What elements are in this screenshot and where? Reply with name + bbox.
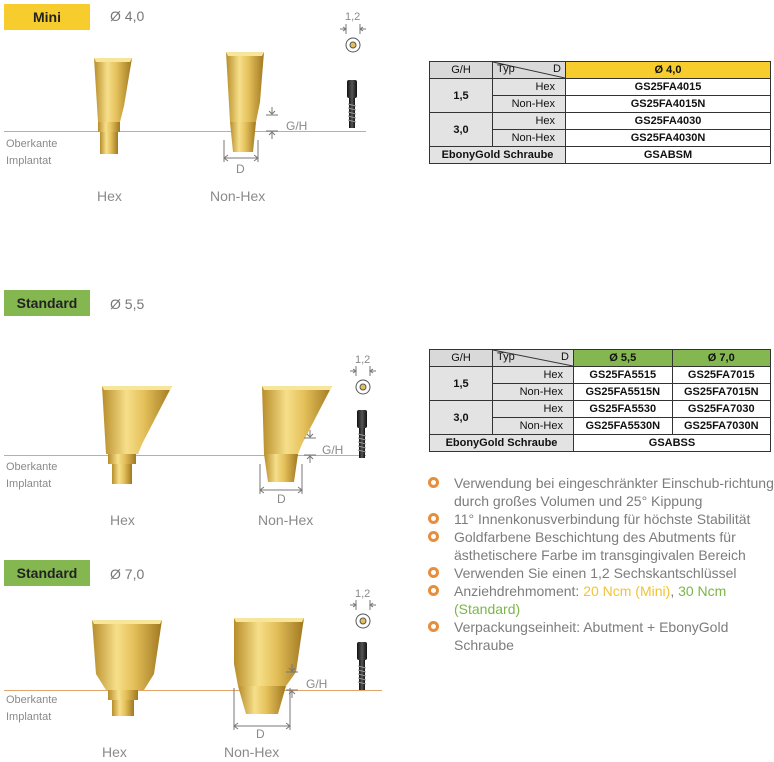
nonhex-caption: Non-Hex bbox=[224, 744, 280, 760]
article-cell: GS25FA5515 bbox=[574, 367, 673, 384]
feature-item: Goldfarbene Beschichtung des Abutments für ästhetischere Farbe im transgingivalen Bereich bbox=[428, 528, 774, 564]
bullet-icon bbox=[428, 567, 439, 578]
typ-hex: Hex bbox=[493, 113, 566, 130]
screw-label: EbonyGold Schraube bbox=[430, 435, 574, 452]
oberkante-label: Oberkante Implantat bbox=[6, 694, 58, 723]
article-cell: GS25FA7015 bbox=[672, 367, 771, 384]
article-cell: GS25FA5530N bbox=[574, 418, 673, 435]
gh-label: G/H bbox=[322, 443, 344, 457]
screw-image bbox=[344, 78, 360, 132]
d-dimension bbox=[258, 464, 308, 494]
standard-badge: Standard bbox=[4, 290, 90, 316]
typ-nonhex: Non-Hex bbox=[493, 418, 574, 435]
col-diameter-55: Ø 5,5 bbox=[574, 350, 673, 367]
article-cell: GS25FA5530 bbox=[574, 401, 673, 418]
typ-hex: Hex bbox=[493, 79, 566, 96]
feature-item: Verwendung bei eingeschränkter Einschub-richtung durch großes Volumen und 25° Kippung bbox=[428, 474, 774, 510]
hex-key-icon bbox=[338, 20, 368, 60]
hex-caption: Hex bbox=[102, 744, 127, 760]
standard-badge: Standard bbox=[4, 560, 90, 586]
diameter-label: Ø 5,5 bbox=[110, 296, 145, 312]
article-cell: GS25FA4030N bbox=[566, 130, 771, 147]
col-gh: G/H bbox=[430, 62, 493, 79]
screw-article: GSABSS bbox=[574, 435, 771, 452]
col-diameter-40: Ø 4,0 bbox=[566, 62, 771, 79]
hex-key-size: 1,2 bbox=[345, 11, 361, 23]
feature-item: Anziehdrehmoment: 20 Ncm (Mini), 30 Ncm (Standard) bbox=[428, 582, 774, 618]
oberkante-label: Oberkante Implantat bbox=[6, 461, 58, 490]
oberkante-label: Oberkante Implantat bbox=[6, 138, 58, 167]
feature-item: Verwenden Sie einen 1,2 Sechskantschlüssel bbox=[428, 564, 774, 582]
article-cell: GS25FA5515N bbox=[574, 384, 673, 401]
mini-badge: Mini bbox=[4, 4, 90, 30]
feature-item: Verpackungseinheit: Abutment + EbonyGold Schraube bbox=[428, 618, 774, 654]
diameter-label: Ø 7,0 bbox=[110, 566, 145, 582]
typ-hex: Hex bbox=[493, 367, 574, 384]
typ-nonhex: Non-Hex bbox=[493, 384, 574, 401]
gh-label: G/H bbox=[306, 677, 328, 691]
bullet-icon bbox=[428, 621, 439, 632]
gh-3-0: 3,0 bbox=[430, 401, 493, 435]
hex-caption: Hex bbox=[110, 512, 135, 528]
article-cell: GS25FA7015N bbox=[672, 384, 771, 401]
standard-article-table bbox=[429, 349, 771, 452]
typ-nonhex: Non-Hex bbox=[493, 130, 566, 147]
d-label: D bbox=[277, 492, 286, 506]
article-cell: GS25FA4015N bbox=[566, 96, 771, 113]
hex-caption: Hex bbox=[97, 188, 122, 204]
gh-1-5: 1,5 bbox=[430, 79, 493, 113]
hex-abutment-image bbox=[88, 50, 148, 160]
feature-item: 11° Innenkonusverbindung für höchste Stabilität bbox=[428, 510, 774, 528]
d-label: D bbox=[236, 162, 245, 176]
screw-image bbox=[354, 408, 370, 462]
col-diameter-70: Ø 7,0 bbox=[672, 350, 771, 367]
col-typ: Typ D bbox=[493, 350, 574, 367]
feature-list bbox=[428, 474, 774, 654]
gh-1-5: 1,5 bbox=[430, 367, 493, 401]
hex-key-size: 1,2 bbox=[355, 354, 371, 366]
bullet-icon bbox=[428, 585, 439, 596]
nonhex-caption: Non-Hex bbox=[210, 188, 266, 204]
article-cell: GS25FA7030N bbox=[672, 418, 771, 435]
bullet-icon bbox=[428, 477, 439, 488]
gh-3-0: 3,0 bbox=[430, 113, 493, 147]
screw-article: GSABSM bbox=[566, 147, 771, 164]
bullet-icon bbox=[428, 513, 439, 524]
hex-abutment-image bbox=[96, 380, 176, 490]
typ-hex: Hex bbox=[493, 401, 574, 418]
col-gh: G/H bbox=[430, 350, 493, 367]
screw-label: EbonyGold Schraube bbox=[430, 147, 566, 164]
gh-label: G/H bbox=[286, 119, 308, 133]
diameter-label: Ø 4,0 bbox=[110, 8, 145, 24]
hex-abutment-image bbox=[88, 614, 168, 724]
typ-nonhex: Non-Hex bbox=[493, 96, 566, 113]
mini-article-table bbox=[429, 61, 771, 164]
col-typ: Typ D bbox=[493, 62, 566, 79]
d-label: D bbox=[256, 727, 265, 741]
nonhex-caption: Non-Hex bbox=[258, 512, 314, 528]
article-cell: GS25FA4015 bbox=[566, 79, 771, 96]
article-cell: GS25FA7030 bbox=[672, 401, 771, 418]
bullet-icon bbox=[428, 531, 439, 542]
hex-key-size: 1,2 bbox=[355, 588, 371, 600]
screw-image bbox=[354, 640, 370, 694]
article-cell: GS25FA4030 bbox=[566, 113, 771, 130]
